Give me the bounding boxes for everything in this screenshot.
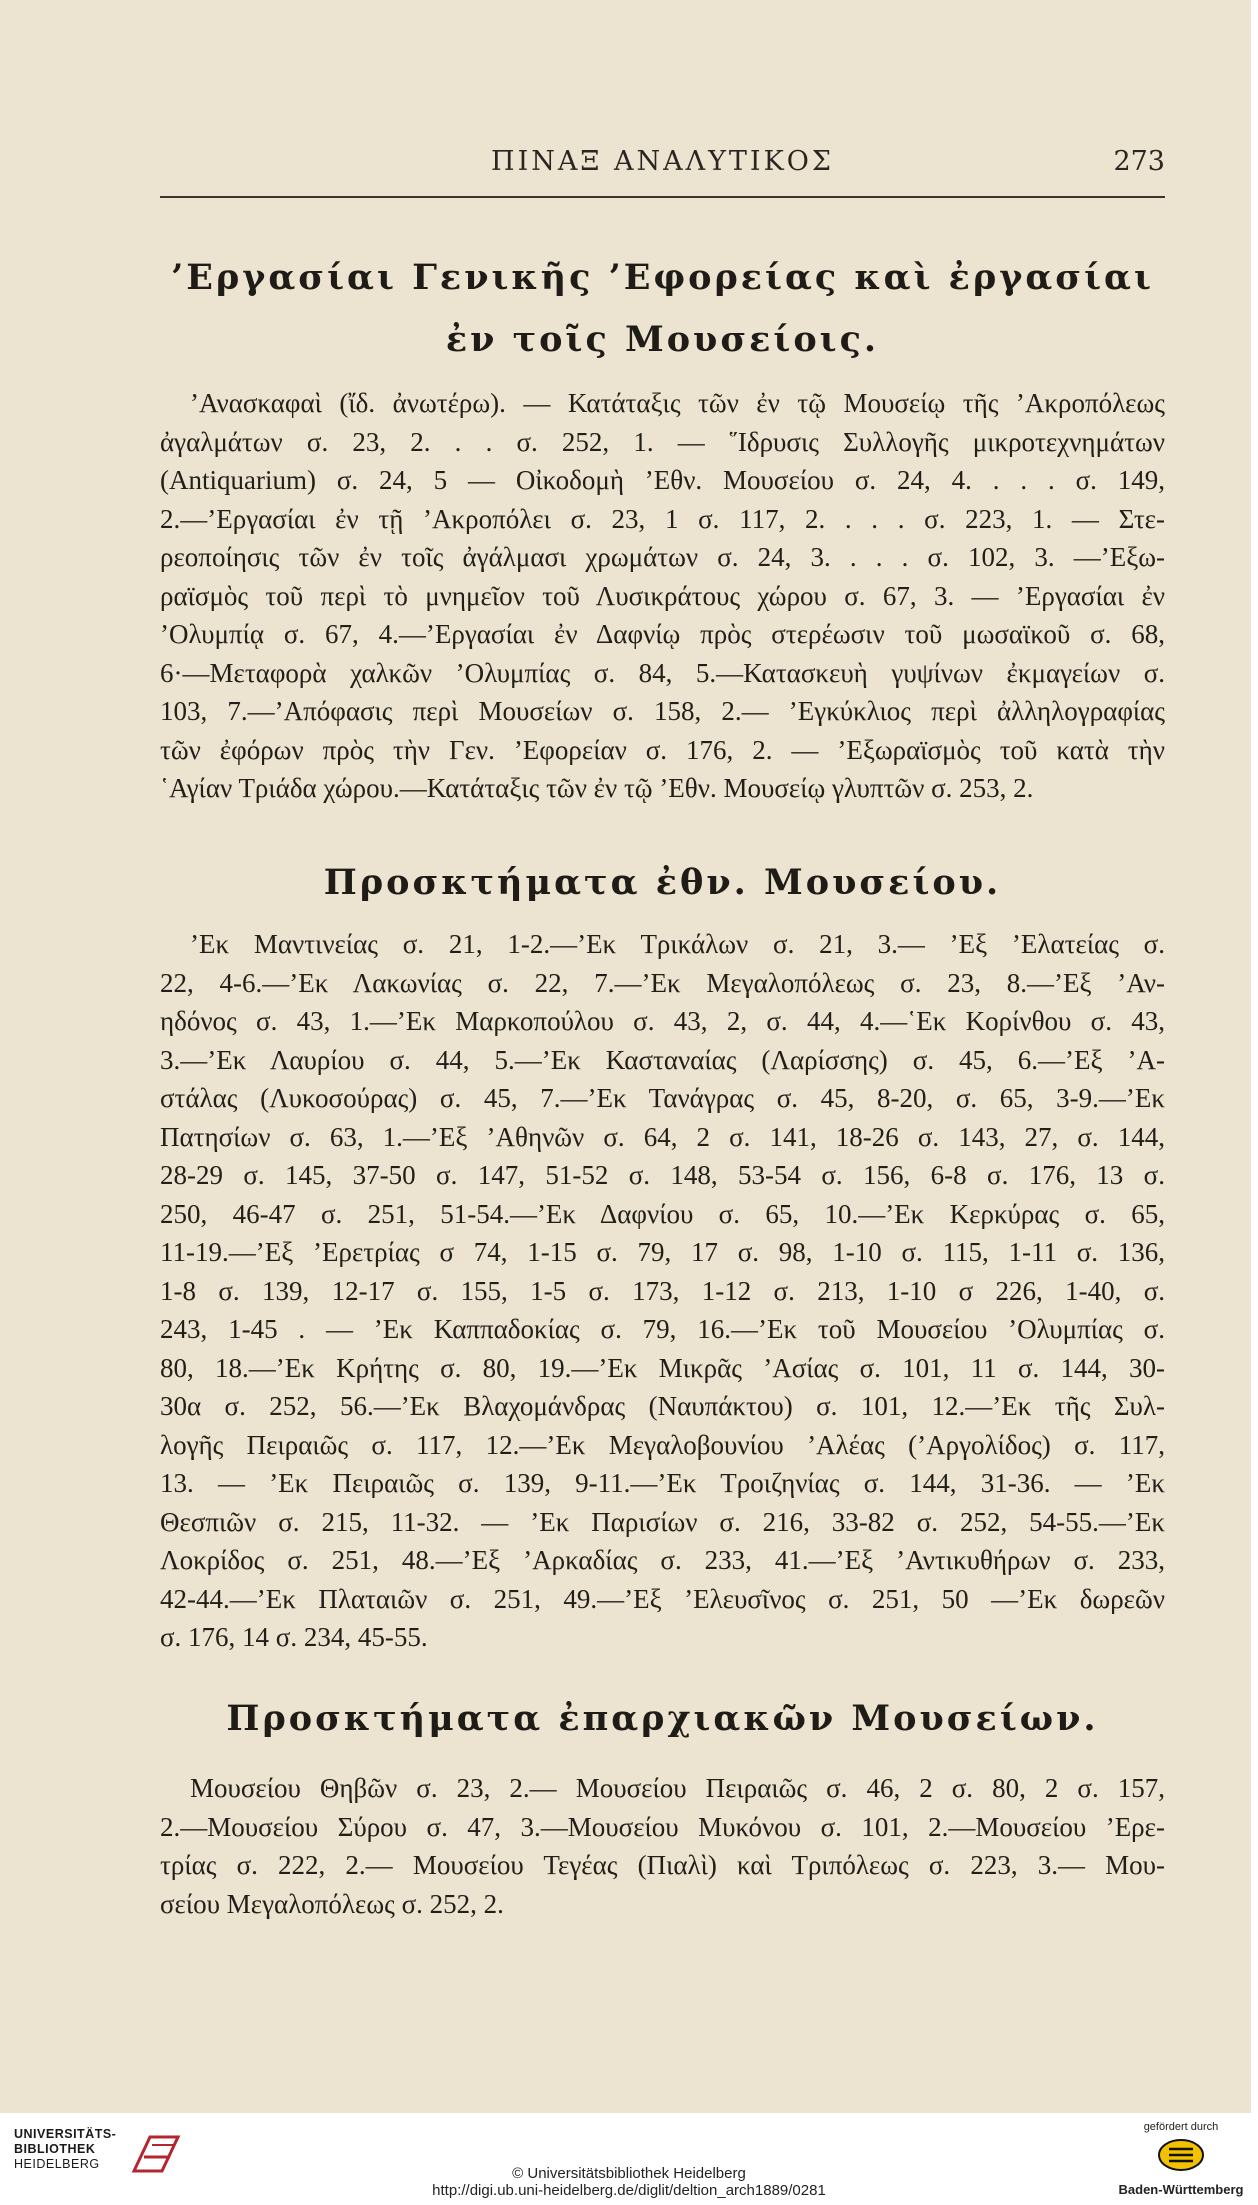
text-line: ρεοποίησις τῶν ἐν τοῖς ἀγάλμασι χρωμάτων σ. 24, 3. . . . σ. 102, 3. —’Εξω- [160, 542, 1165, 572]
text-line: (Antiquarium) σ. 24, 5 — Οἰκοδομὴ ’Εθν. Μουσείου σ. 24, 4. . . . σ. 149, [160, 465, 1165, 495]
page-header [160, 146, 1165, 186]
funded-by-label: gefördert durch [1143, 2121, 1219, 2133]
text-line: 42-44.—’Εκ Πλαταιῶν σ. 251, 49.—’Εξ ’Ελευσῖνος σ. 251, 50 —’Εκ δωρεῶν [160, 1583, 1165, 1614]
header-rule [160, 196, 1165, 198]
state-crest-icon [1155, 2137, 1207, 2173]
section-title-line: ’Εργασίαι Γενικῆς ’Εφορείας καὶ ἐργασίαι [171, 257, 1154, 298]
text-line: ἀγαλμάτων σ. 23, 2. . . σ. 252, 1. — ῞Ιδρυσις Συλλογῆς μικροτεχνημάτων [160, 426, 1165, 457]
text-line: 250, 46-47 σ. 251, 51-54.—’Εκ Δαφνίου σ. 65, 10.—’Εκ Κερκύρας σ. 65, [160, 1198, 1165, 1229]
text-line: Πατησίων σ. 63, 1.—’Εξ ’Αθηνῶν σ. 64, 2 σ. 141, 18-26 σ. 143, 27, σ. 144, [160, 1121, 1165, 1152]
section-body-general-ephoria [160, 384, 1165, 808]
text-line: 22, 4-6.—’Εκ Λακωνίας σ. 22, 7.—’Εκ Μεγαλοπόλεως σ. 23, 8.—’Εξ ’Αν- [160, 967, 1165, 998]
funder-name: Baden-Württemberg [1118, 2182, 1244, 2197]
text-line: σείου Μεγαλοπόλεως σ. 252, 2. [160, 1888, 504, 1919]
text-line: ’Ανασκαφαὶ (ἴδ. ἀνωτέρω). — Κατάταξις τῶν ἐν τῷ Μουσείῳ τῆς ’Ακροπόλεως [190, 388, 1165, 418]
library-name-line: BIBLIOTHEK [14, 2142, 96, 2156]
digitization-footer [0, 2113, 1258, 2205]
text-line: ραϊσμὸς τοῦ περὶ τὸ μνημεῖον τοῦ Λυσικράτους χώρου σ. 67, 3. — ’Εργασίαι ἐν [160, 580, 1165, 611]
text-line: Θεσπιῶν σ. 215, 11-32. — ’Εκ Παρισίων σ. 216, 33-82 σ. 252, 54-55.—’Εκ [160, 1506, 1165, 1537]
text-line: ’Εκ Μαντινείας σ. 21, 1-2.—’Εκ Τρικάλων σ. 21, 3.— ’Εξ ’Ελατείας σ. [190, 929, 1165, 959]
text-line: λογῆς Πειραιῶς σ. 117, 12.—’Εκ Μεγαλοβουνίου ’Αλέας (’Αργολίδος) σ. 117, [160, 1429, 1165, 1460]
section-title-provincial-museums [160, 1688, 1165, 1750]
text-line: 30α σ. 252, 56.—’Εκ Βλαχομάνδρας (Ναυπάκτου) σ. 101, 12.—’Εκ τῆς Συλ- [160, 1391, 1165, 1421]
text-line: Λοκρίδος σ. 251, 48.—’Εξ ’Αρκαδίας σ. 233, 41.—’Εξ ’Αντικυθήρων σ. 233, [160, 1545, 1165, 1575]
section-title-line: Προσκτήματα ἐθν. Μουσείου. [323, 862, 1002, 903]
text-line: 80, 18.—’Εκ Κρήτης σ. 80, 19.—’Εκ Μικρᾶς ’Ασίας σ. 101, 11 σ. 144, 30- [160, 1352, 1165, 1383]
text-line: 13. — ’Εκ Πειραιῶς σ. 139, 9-11.—’Εκ Τροιζηνίας σ. 144, 31-36. — ’Εκ [160, 1468, 1165, 1498]
text-line: τῶν ἐφόρων πρὸς τὴν Γεν. ’Εφορείαν σ. 176, 2. — ’Εξωραϊσμὸς τοῦ κατὰ τὴν [160, 734, 1165, 765]
text-line: 28-29 σ. 145, 37-50 σ. 147, 51-52 σ. 148, 53-54 σ. 156, 6-8 σ. 176, 13 σ. [160, 1160, 1165, 1190]
text-line: 2.—’Εργασίαι ἐν τῇ ’Ακροπόλει σ. 23, 1 σ. 117, 2. . . . σ. 223, 1. — Στε- [160, 503, 1165, 534]
text-line: ηδόνος σ. 43, 1.—’Εκ Μαρκοπούλου σ. 43, 2, σ. 44, 4.—῾Εκ Κορίνθου σ. 43, [160, 1006, 1165, 1036]
section-body-provincial-museums [160, 1769, 1165, 1923]
text-line: τρίας σ. 222, 2.— Μουσείου Τεγέας (Πιαλὶ) καὶ Τριπόλεως σ. 223, 3.— Μου- [160, 1850, 1165, 1880]
text-line: σ. 176, 14 σ. 234, 45-55. [160, 1622, 428, 1652]
text-line: 11-19.—’Εξ ’Ερετρίας σ 74, 1-15 σ. 79, 17 σ. 98, 1-10 σ. 115, 1-11 σ. 136, [160, 1237, 1165, 1267]
library-name-line: UNIVERSITÄTS- [14, 2127, 117, 2141]
library-name-line: HEIDELBERG [14, 2157, 100, 2171]
text-line: στάλας (Λυκοσούρας) σ. 45, 7.—’Εκ Τανάγρας σ. 45, 8-20, σ. 65, 3-9.—’Εκ [160, 1083, 1165, 1113]
section-title-line: ἐν τοῖς Μουσείοις. [445, 319, 880, 360]
text-line: 243, 1-45 . — ’Εκ Καππαδοκίας σ. 79, 16.—’Εκ τοῦ Μουσείου ’Ολυμπίας σ. [160, 1314, 1165, 1344]
text-line: 3.—’Εκ Λαυρίου σ. 44, 5.—’Εκ Κασταναίας (Λαρίσσης) σ. 45, 6.—’Εξ ’Α- [160, 1044, 1165, 1075]
section-body-national-museum [160, 925, 1165, 1657]
text-line: 103, 7.—’Απόφασις περὶ Μουσείων σ. 158, 2.— ’Εγκύκλιος περὶ ἀλληλογραφίας [160, 696, 1165, 726]
text-line: ῾Αγίαν Τριάδα χώρου.—Κατάταξις τῶν ἐν τῷ ’Εθν. Μουσείῳ γλυπτῶν σ. 253, 2. [160, 773, 1034, 803]
text-line: ’Ολυμπίᾳ σ. 67, 4.—’Εργασίαι ἐν Δαφνίῳ πρὸς στερέωσιν τοῦ μωσαϊκοῦ σ. 68, [160, 619, 1165, 649]
funder-block [1116, 2121, 1246, 2197]
section-title-national-museum [160, 852, 1165, 914]
text-line: 6·—Μεταφορὰ χαλκῶν ’Ολυμπίας σ. 84, 5.—Κατασκευὴ γυψίνων ἐκμαγείων σ. [160, 657, 1165, 688]
section-title-line: Προσκτήματα ἐπαρχιακῶν Μουσείων. [226, 1698, 1099, 1739]
copyright-notice: © Universitätsbibliothek Heidelberg [512, 2165, 746, 2182]
permalink-url[interactable]: http://digi.ub.uni-heidelberg.de/diglit/deltion_arch1889/0281 [432, 2182, 826, 2199]
section-title-general-ephoria [160, 247, 1165, 371]
text-line: Μουσείου Θηβῶν σ. 23, 2.— Μουσείου Πειραιῶς σ. 46, 2 σ. 80, 2 σ. 157, [190, 1773, 1165, 1803]
text-line: 1-8 σ. 139, 12-17 σ. 155, 1-5 σ. 173, 1-12 σ. 213, 1-10 σ 226, 1-40, σ. [160, 1275, 1165, 1306]
text-line: 2.—Μουσείου Σύρου σ. 47, 3.—Μουσείου Μυκόνου σ. 101, 2.—Μουσείου ’Ερε- [160, 1811, 1165, 1842]
page-number: 273 [1113, 146, 1165, 177]
running-title: ΠΙΝΑΞ ΑΝΑΛΥΤΙΚΟΣ [491, 146, 834, 177]
